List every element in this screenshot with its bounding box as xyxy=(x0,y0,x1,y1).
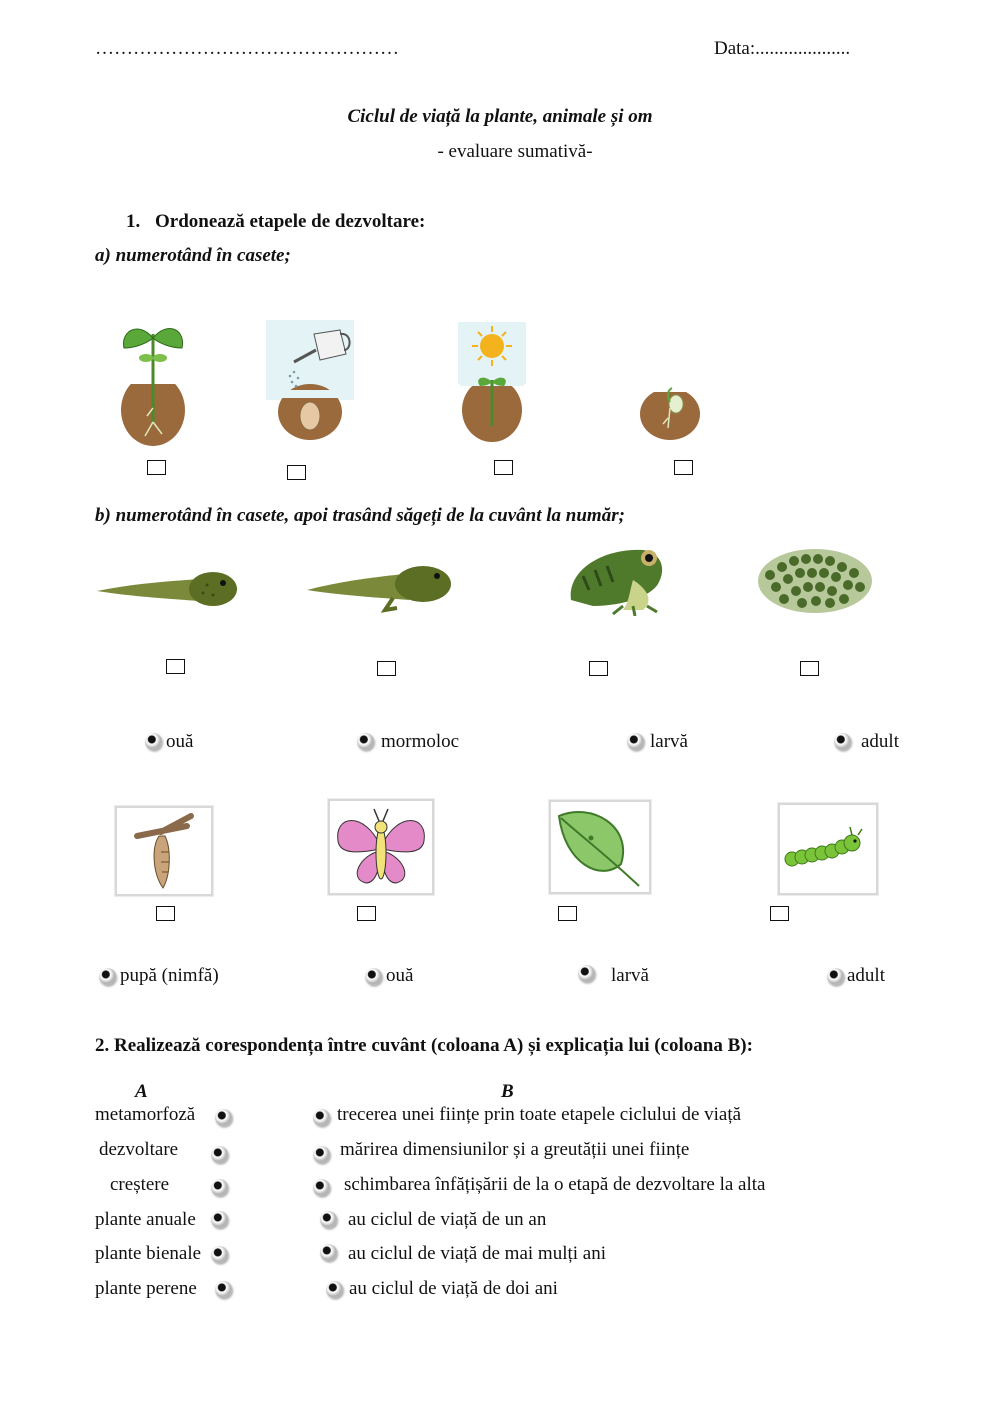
frog-word-dot-1[interactable] xyxy=(145,733,162,750)
column-b-item-2: mărirea dimensiunilor și a greutății unei ființe xyxy=(340,1139,690,1160)
column-b-dot-2[interactable] xyxy=(313,1146,330,1163)
caterpillar-frame xyxy=(778,803,878,895)
frog-word-dot-4[interactable] xyxy=(834,733,851,750)
column-a-item-6: plante perene xyxy=(95,1278,197,1299)
column-b-header: B xyxy=(501,1081,514,1102)
frog-word-dot-2[interactable] xyxy=(357,733,374,750)
column-b-dot-6[interactable] xyxy=(326,1281,343,1298)
plant-stage-box-2[interactable] xyxy=(287,465,306,480)
tadpole-with-legs-image xyxy=(305,560,453,615)
germinating-seed-image xyxy=(638,382,702,442)
plant-stage-box-3[interactable] xyxy=(494,460,513,475)
exercise1-heading: Ordonează etapele de dezvoltare: xyxy=(155,211,426,232)
plant-stage-box-1[interactable] xyxy=(147,460,166,475)
frog-word-4: adult xyxy=(861,731,899,752)
column-b-item-1: trecerea unei ființe prin toate etapele ciclului de viață xyxy=(337,1104,742,1125)
column-a-item-5: plante bienale xyxy=(95,1243,202,1264)
column-a-item-3: creștere xyxy=(110,1174,170,1195)
column-b-item-5: au ciclul de viață de mai mulți ani xyxy=(348,1243,606,1264)
column-b-dot-1[interactable] xyxy=(313,1109,330,1126)
column-a-dot-5[interactable] xyxy=(211,1246,228,1263)
page-title: Ciclul de viață la plante, animale și om xyxy=(347,106,653,127)
frog-stage-box-3[interactable] xyxy=(589,661,608,676)
seedling-with-leaves-image xyxy=(118,312,188,447)
pupa-on-twig-image xyxy=(117,808,211,894)
column-b-item-6: au ciclul de viață de doi ani xyxy=(349,1278,558,1299)
frog-word-1: ouă xyxy=(166,731,194,752)
pupa-on-twig-frame xyxy=(115,806,213,896)
watering-seed-image xyxy=(266,320,354,444)
butterfly-word-2: ouă xyxy=(386,965,414,986)
column-a-dot-2[interactable] xyxy=(211,1146,228,1163)
butterfly-stage-box-1[interactable] xyxy=(156,906,175,921)
name-line[interactable]: ………………………………………… xyxy=(95,38,399,59)
exercise1-number: 1. xyxy=(126,211,141,232)
frog-stage-box-1[interactable] xyxy=(166,659,185,674)
column-b-dot-4[interactable] xyxy=(320,1211,337,1228)
exercise2-heading: 2. Realizează corespondența între cuvânt (coloana A) și explicația lui (coloana B): xyxy=(95,1035,753,1056)
part-a-label: a) numerotând în casete; xyxy=(95,245,291,266)
column-a-dot-6[interactable] xyxy=(215,1281,232,1298)
part-b-label: b) numerotând în casete, apoi trasând săgeți de la cuvânt la număr; xyxy=(95,505,625,526)
page-subtitle: - evaluare sumativă- xyxy=(437,141,593,162)
column-b-item-4: au ciclul de viață de un an xyxy=(348,1209,547,1230)
column-a-item-1: metamorfoză xyxy=(95,1104,196,1125)
butterfly-word-dot-2[interactable] xyxy=(365,968,382,985)
column-b-dot-5[interactable] xyxy=(320,1244,337,1261)
column-a-dot-3[interactable] xyxy=(211,1179,228,1196)
butterfly-image xyxy=(330,801,432,893)
frog-word-2: mormoloc xyxy=(381,731,460,752)
butterfly-word-dot-4[interactable] xyxy=(827,968,844,985)
frog-word-dot-3[interactable] xyxy=(627,733,644,750)
tadpole-image xyxy=(95,565,240,615)
butterfly-stage-box-4[interactable] xyxy=(770,906,789,921)
frog-word-3: larvă xyxy=(650,731,688,752)
column-a-header: A xyxy=(135,1081,148,1102)
caterpillar-image xyxy=(780,805,876,893)
butterfly-stage-box-3[interactable] xyxy=(558,906,577,921)
butterfly-word-4: adult xyxy=(847,965,885,986)
column-b-item-3: schimbarea înfățișării de la o etapă de dezvoltare la alta xyxy=(344,1174,766,1195)
date-field[interactable]: Data:.................... xyxy=(714,38,851,59)
butterfly-stage-box-2[interactable] xyxy=(357,906,376,921)
column-a-item-4: plante anuale xyxy=(95,1209,196,1230)
sprout-in-sun-image xyxy=(458,322,526,444)
leaf-with-egg-frame xyxy=(549,800,651,894)
plant-stage-box-4[interactable] xyxy=(674,460,693,475)
frog-stage-box-2[interactable] xyxy=(377,661,396,676)
column-a-dot-1[interactable] xyxy=(215,1109,232,1126)
frog-stage-box-4[interactable] xyxy=(800,661,819,676)
frog-eggs-image xyxy=(756,545,874,615)
butterfly-word-dot-3[interactable] xyxy=(578,965,595,982)
frog-image xyxy=(563,540,669,616)
butterfly-word-3: larvă xyxy=(611,965,649,986)
butterfly-word-1: pupă (nimfă) xyxy=(120,965,219,986)
column-b-dot-3[interactable] xyxy=(313,1179,330,1196)
leaf-with-egg-image xyxy=(551,802,649,892)
butterfly-frame xyxy=(328,799,434,895)
column-a-dot-4[interactable] xyxy=(211,1211,228,1228)
butterfly-word-dot-1[interactable] xyxy=(99,968,116,985)
column-a-item-2: dezvoltare xyxy=(99,1139,179,1160)
